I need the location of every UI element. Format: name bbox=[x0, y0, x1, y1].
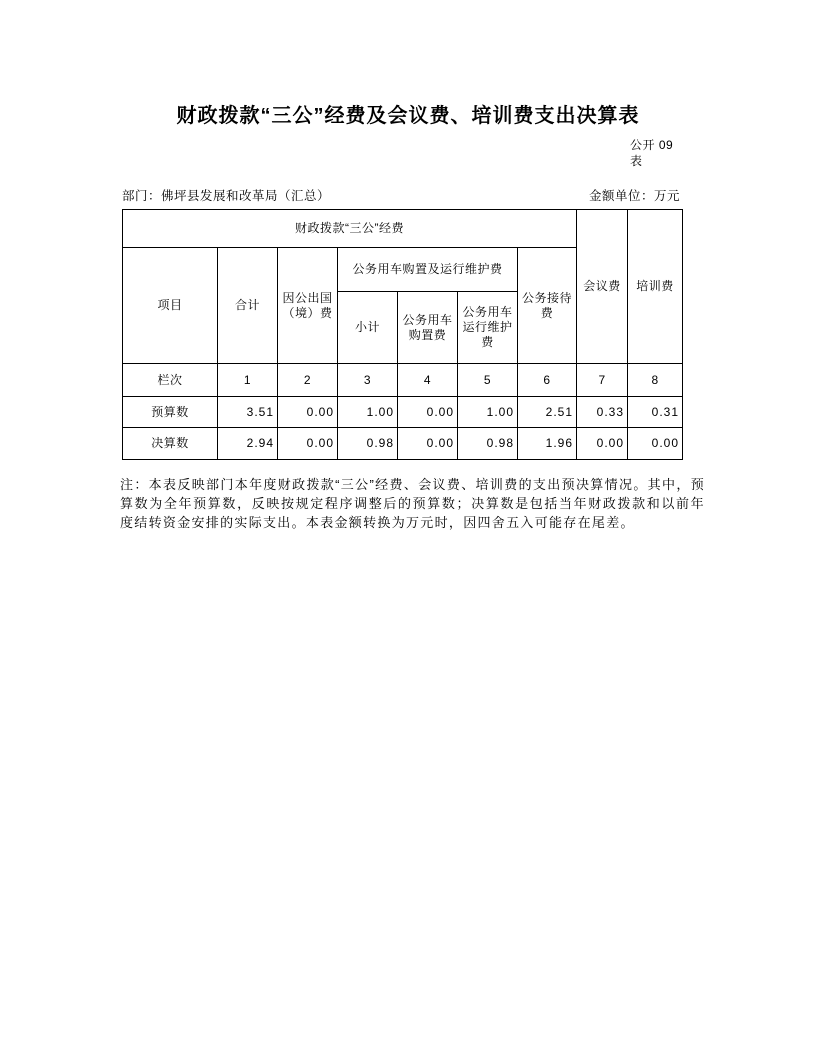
note-text: 注：本表反映部门本年度财政拨款“三公”经费、会议费、培训费的支出预决算情况。其中，预算数为全年预算数，反映按规定程序调整后的预算数；决算数是包括当年财政拨款和以前年度结转资金安排的实际支出。本表金额转换为万元时，因四舍五入可能存在尾差。 bbox=[120, 477, 705, 530]
department-label: 部门：佛坪县发展和改革局（汇总） bbox=[122, 189, 331, 203]
table-row-final bbox=[123, 428, 683, 460]
cell-value: 3.51 bbox=[218, 397, 278, 428]
column-index: 2 bbox=[278, 364, 338, 397]
cell-value: 2.51 bbox=[518, 397, 577, 428]
column-index: 1 bbox=[218, 364, 278, 397]
table-row-budget bbox=[123, 397, 683, 428]
cell-value: 0.00 bbox=[577, 428, 628, 460]
cell-value: 2.94 bbox=[218, 428, 278, 460]
cell-value: 1.00 bbox=[338, 397, 398, 428]
cell-value: 0.00 bbox=[398, 428, 458, 460]
col-header-abroad-fee: 因公出国（境）费 bbox=[278, 248, 338, 364]
row-label: 预算数 bbox=[123, 397, 218, 428]
cell-value: 0.98 bbox=[338, 428, 398, 460]
column-index: 4 bbox=[398, 364, 458, 397]
cell-value: 1.96 bbox=[518, 428, 577, 460]
col-header-vehicle-group: 公务用车购置及运行维护费 bbox=[338, 248, 518, 292]
col-header-meeting-fee: 会议费 bbox=[577, 210, 628, 364]
column-index: 3 bbox=[338, 364, 398, 397]
expense-table bbox=[122, 209, 683, 460]
column-index: 7 bbox=[577, 364, 628, 397]
column-index: 5 bbox=[458, 364, 518, 397]
col-header-vehicle-purchase: 公务用车购置费 bbox=[398, 292, 458, 364]
cell-value: 0.98 bbox=[458, 428, 518, 460]
form-code: 公开 09表 bbox=[630, 138, 674, 168]
row-label: 栏次 bbox=[123, 364, 218, 397]
col-header-subtotal: 小计 bbox=[338, 292, 398, 364]
col-header-vehicle-maintenance: 公务用车运行维护费 bbox=[458, 292, 518, 364]
row-label: 决算数 bbox=[123, 428, 218, 460]
group-header-sangong: 财政拨款“三公”经费 bbox=[123, 210, 577, 248]
cell-value: 1.00 bbox=[458, 397, 518, 428]
unit-label: 金额单位：万元 bbox=[588, 189, 680, 203]
col-header-item: 项目 bbox=[123, 248, 218, 364]
cell-value: 0.33 bbox=[577, 397, 628, 428]
meta-row bbox=[122, 186, 680, 204]
col-header-total: 合计 bbox=[218, 248, 278, 364]
cell-value: 0.00 bbox=[628, 428, 683, 460]
column-index: 6 bbox=[518, 364, 577, 397]
col-header-reception-fee: 公务接待费 bbox=[518, 248, 577, 364]
col-header-training-fee: 培训费 bbox=[628, 210, 683, 364]
page-title: 财政拨款“三公”经费及会议费、培训费支出决算表 bbox=[176, 105, 640, 127]
column-index: 8 bbox=[628, 364, 683, 397]
cell-value: 0.00 bbox=[278, 428, 338, 460]
table-row-column-index bbox=[123, 364, 683, 397]
cell-value: 0.31 bbox=[628, 397, 683, 428]
cell-value: 0.00 bbox=[398, 397, 458, 428]
cell-value: 0.00 bbox=[278, 397, 338, 428]
